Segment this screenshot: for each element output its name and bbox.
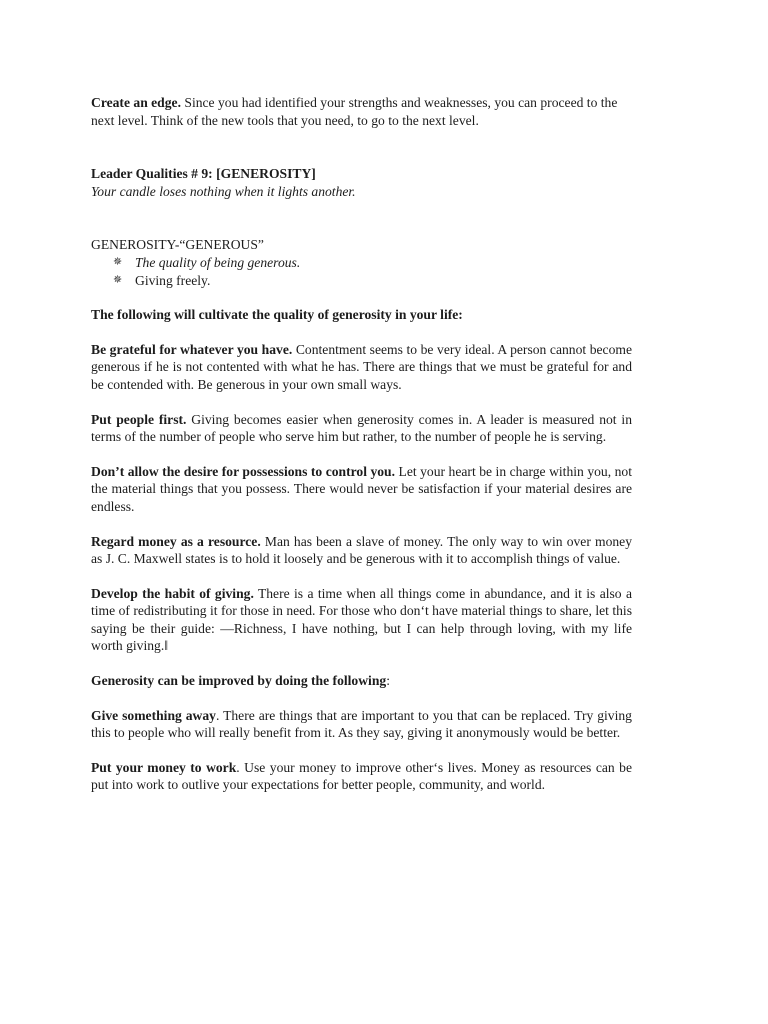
- cultivate-heading: The following will cultivate the quality of generosity in your life:: [91, 307, 463, 323]
- paragraph-text: Let your heart be in charge within you, not the material things that you possess. There would never be satisfaction if your material desires are endless.: [91, 463, 632, 514]
- paragraph-lead: Give something away: [91, 707, 216, 723]
- quality-quote: Your candle loses nothing when it lights another.: [91, 183, 356, 199]
- paragraph-lead: Create an edge.: [91, 95, 181, 110]
- cultivate-paragraph: [91, 341, 632, 394]
- document-page: [91, 94, 632, 811]
- cultivate-paragraph: [91, 411, 632, 446]
- quality-title: Leader Qualities # 9: [GENEROSITY]: [91, 166, 316, 182]
- paragraph-text: There is a time when all things come in abundance, and it is also a time of redistributing it for those in need. For those who don‘t have material things to share, let this saying be their guide: ―Richness, I have nothing, but I can help through loving, with my life worth giving.‖: [91, 585, 632, 654]
- improve-heading-colon: :: [386, 673, 390, 689]
- paragraph-text: . Use your money to improve other‘s lives. Money as resources can be put into work to outlive your expectations for better people, community, and world.: [91, 759, 632, 793]
- star-bullet-icon: ✵: [113, 273, 123, 286]
- cultivate-paragraph: [91, 533, 632, 568]
- paragraph-lead: Don’t allow the desire for possessions to control you.: [91, 463, 396, 479]
- improve-heading: [91, 672, 632, 690]
- list-item-text: The quality of being generous.: [135, 254, 301, 270]
- cultivate-paragraph: [91, 585, 632, 655]
- paragraph-lead: Put your money to work: [91, 759, 237, 775]
- list-item-text: Giving freely.: [135, 272, 211, 288]
- paragraph-lead: Regard money as a resource.: [91, 533, 261, 549]
- definition-heading: GENEROSITY-“GENEROUS”: [91, 237, 264, 253]
- paragraph-lead: Develop the habit of giving.: [91, 585, 254, 601]
- list-item: [91, 272, 632, 290]
- star-bullet-icon: ✵: [113, 255, 123, 268]
- paragraph-text: Giving becomes easier when generosity comes in. A leader is measured not in terms of the number of people who serve him but rather, to the number of people he is serving.: [91, 411, 632, 445]
- paragraph-lead: Put people first.: [91, 411, 187, 427]
- paragraph-text: Since you had identified your strengths and weaknesses, you can proceed to the next level. Think of the new tools that you need, to go to the next level.: [91, 95, 618, 128]
- paragraph-text: Contentment seems to be very ideal. A person cannot become generous if he is not contented with what he has. There are things that we must be grateful for and be contended with. Be generous in your own small ways.: [91, 341, 632, 392]
- create-edge-paragraph: [91, 94, 632, 129]
- paragraph-text: Man has been a slave of money. The only way to win over money as J. C. Maxwell states is to hold it loosely and be generous with it to accomplish things of value.: [91, 533, 632, 567]
- definition-list: [91, 254, 632, 289]
- paragraph-text: . There are things that are important to you that can be replaced. Try giving this to people who will really benefit from it. As they say, giving it anonymously would be better.: [91, 707, 632, 741]
- improve-heading-text: Generosity can be improved by doing the following: [91, 673, 387, 689]
- improve-paragraph: [91, 759, 632, 794]
- cultivate-paragraph: [91, 463, 632, 516]
- paragraph-lead: Be grateful for whatever you have.: [91, 341, 293, 357]
- list-item: [91, 254, 632, 272]
- improve-paragraph: [91, 707, 632, 742]
